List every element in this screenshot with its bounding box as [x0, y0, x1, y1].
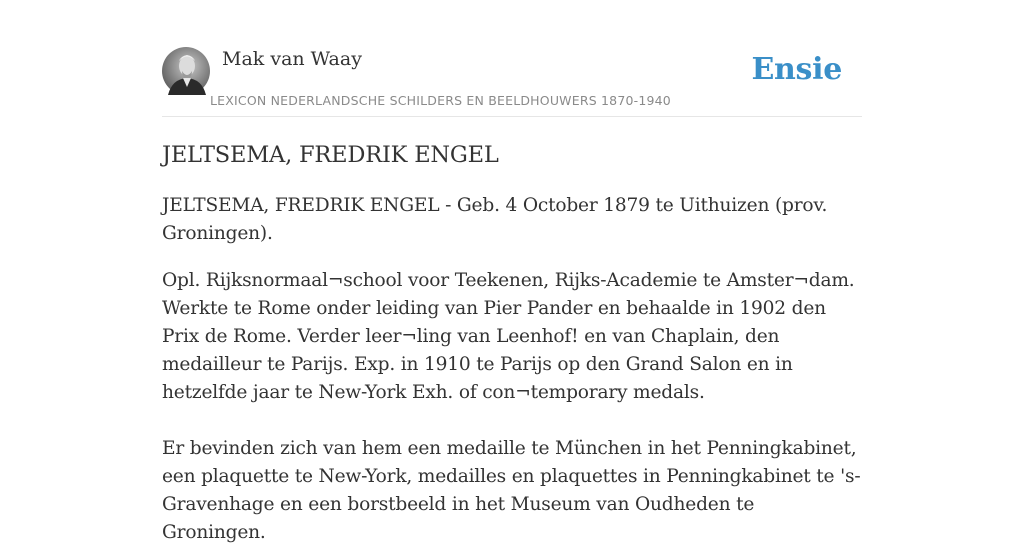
portrait-icon — [162, 47, 210, 95]
paragraph-collections: Er bevinden zich van hem een medaille te München in het Penningkabinet, een plaquette te New-York, medailles en plaquettes in Penningkabinet te 's-Gravenhage en een borstbeeld in het Museum van Oudheden te Groningen. — [162, 438, 861, 543]
article-body — [162, 138, 862, 547]
paragraph-birth: JELTSEMA, FREDRIK ENGEL - Geb. 4 October 1879 te Uithuizen (prov. Groningen). — [162, 195, 828, 244]
article-header — [162, 46, 862, 117]
ensie-logo[interactable]: Ensie — [751, 52, 842, 87]
author-name[interactable]: Mak van Waay — [222, 48, 362, 70]
publication-title[interactable]: LEXICON NEDERLANDSCHE SCHILDERS EN BEELDHOUWERS 1870-1940 — [210, 93, 671, 108]
article-title: JELTSEMA, FREDRIK ENGEL — [162, 142, 499, 168]
paragraph-education: Opl. Rijksnormaal¬school voor Teekenen, Rijks-Academie te Amster¬dam. Werkte te Rome onder leiding van Pier Pander en behaalde in 1902 den Prix de Rome. Verder leer¬ling van Leenhof! en van Chaplain, den medailleur te Parijs. Exp. in 1910 te Parijs op den Grand Salon en in hetzelfde jaar te New-York Exh. of con¬temporary medals. — [162, 270, 855, 403]
author-avatar[interactable] — [162, 47, 210, 95]
